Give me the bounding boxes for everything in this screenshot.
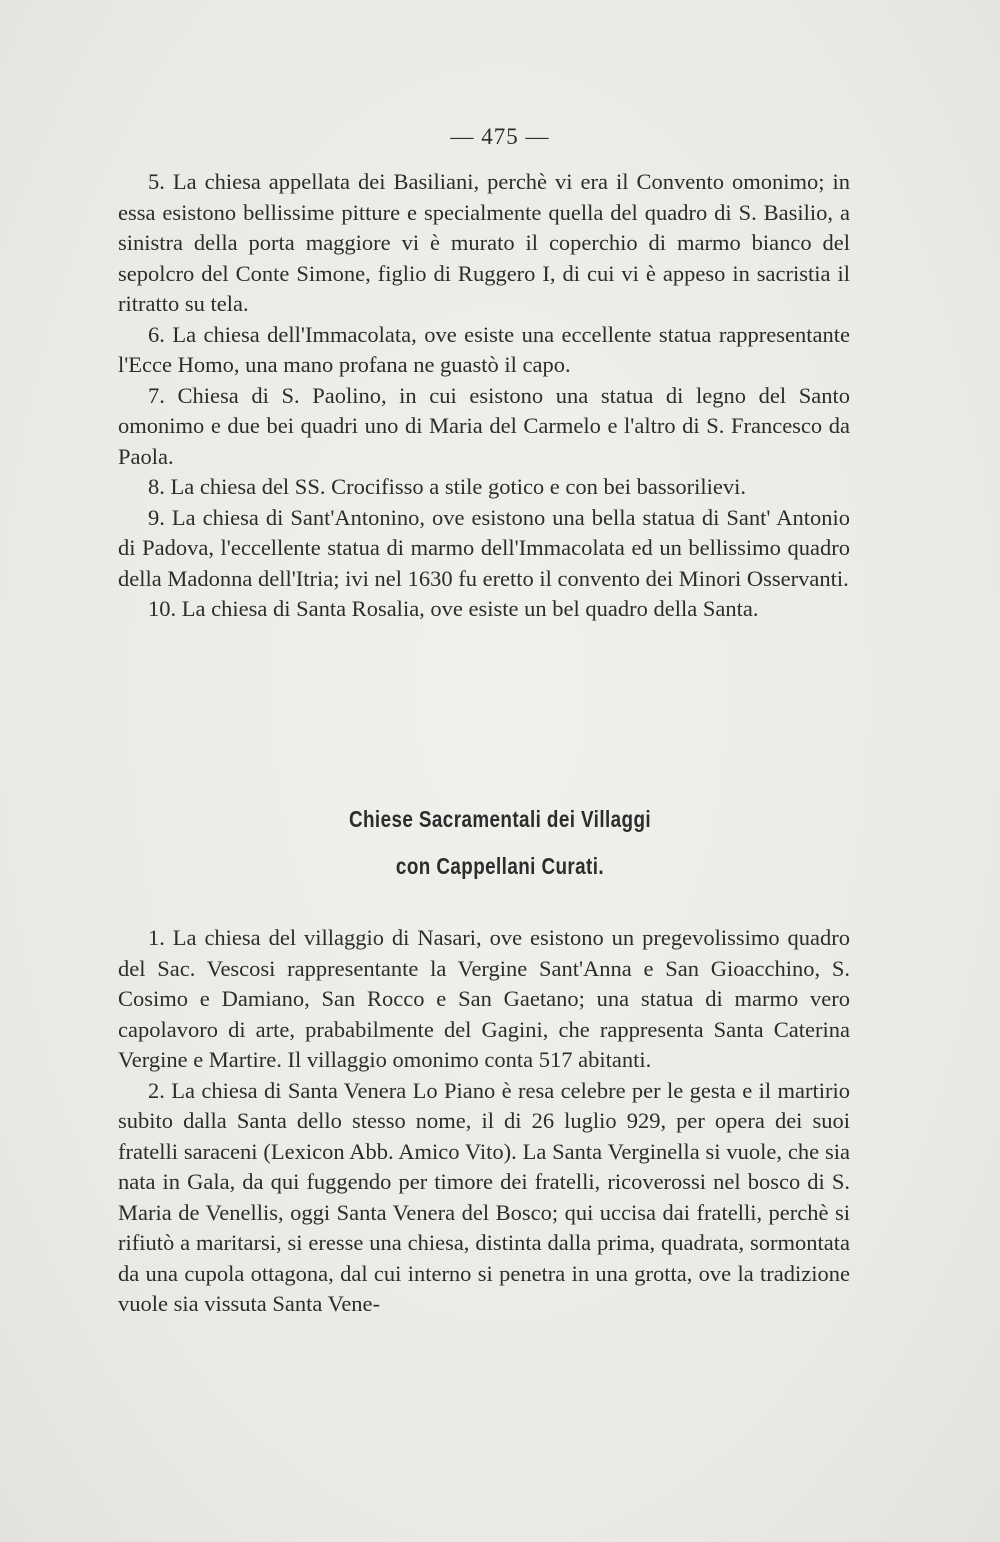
village-churches-list — [118, 923, 850, 1320]
churches-list — [118, 167, 850, 625]
village-paragraph-1: 1. La chiesa del villaggio di Nasari, ove esistono un pregevolissimo quadro del Sac. Vescosi rappresentante la Vergine Sant'Anna e San Gioacchino, S. Cosimo e Damiano, San Rocco e San Gaetano; una statua di marmo vero capolavoro di arte, prababilmente del Gagini, che rappresenta Santa Caterina Vergine e Martire. Il villaggio omonimo conta 517 abitanti. — [118, 925, 850, 1072]
paragraph-10: 10. La chiesa di Santa Rosalia, ove esiste un bel quadro della Santa. — [148, 596, 759, 621]
paragraph-5: 5. La chiesa appellata dei Basiliani, perchè vi era il Convento omonimo; in essa esistono bellissime pitture e specialmente quella del quadro di S. Basilio, a sinistra della porta maggiore vi è murato il coperchio di marmo bianco del sepolcro del Conte Simone, figlio di Ruggero I, di cui vi è appeso in sacristia il ritratto su tela. — [118, 169, 850, 316]
paragraph-7: 7. Chiesa di S. Paolino, in cui esistono una statua di legno del Santo omonimo e due bei quadri uno di Maria del Carmelo e l'altro di S. Francesco da Paola. — [118, 382, 850, 469]
page-number: — 475 — — [450, 124, 550, 149]
paragraph-6: 6. La chiesa dell'Immacolata, ove esiste una eccellente statua rappresentante l'Ecce Homo, una mano profana ne guastò il capo. — [118, 321, 850, 377]
village-paragraph-2: 2. La chiesa di Santa Venera Lo Piano è resa celebre per le gesta e il martirio subito dalla Santa dello stesso nome, il di 26 luglio 929, per opera dei suoi fratelli saraceni (Lexicon Abb. Amico Vito). La Santa Verginella si vuole, che sia nata in Gala, da qui fuggendo per timore dei fratelli, ricoverossi nel bosco di S. Maria de Venellis, oggi Santa Venera del Bosco; qui uccisa dai fratelli, perchè si rifiutò a maritarsi, si eresse una chiesa, distinta dalla prima, quadrata, sormontata da una cupola ottagona, dal cui interno si penetra in una grotta, ove la tradizione vuole sia vissuta Santa Vene- — [118, 1077, 850, 1316]
paragraph-8: 8. La chiesa del SS. Crocifisso a stile gotico e con bei bassorilievi. — [148, 474, 746, 499]
section-heading-line-1: Chiese Sacramentali dei Villaggi — [348, 806, 652, 832]
paragraph-9: 9. La chiesa di Sant'Antonino, ove esistono una bella statua di Sant' Antonio di Padova, l'eccellente statua di marmo dell'Immacolata ed un bellissimo quadro della Madonna dell'Itria; ivi nel 1630 fu eretto il convento dei Minori Osservanti. — [118, 504, 850, 591]
section-heading-line-2: con Cappellani Curati. — [395, 853, 605, 879]
